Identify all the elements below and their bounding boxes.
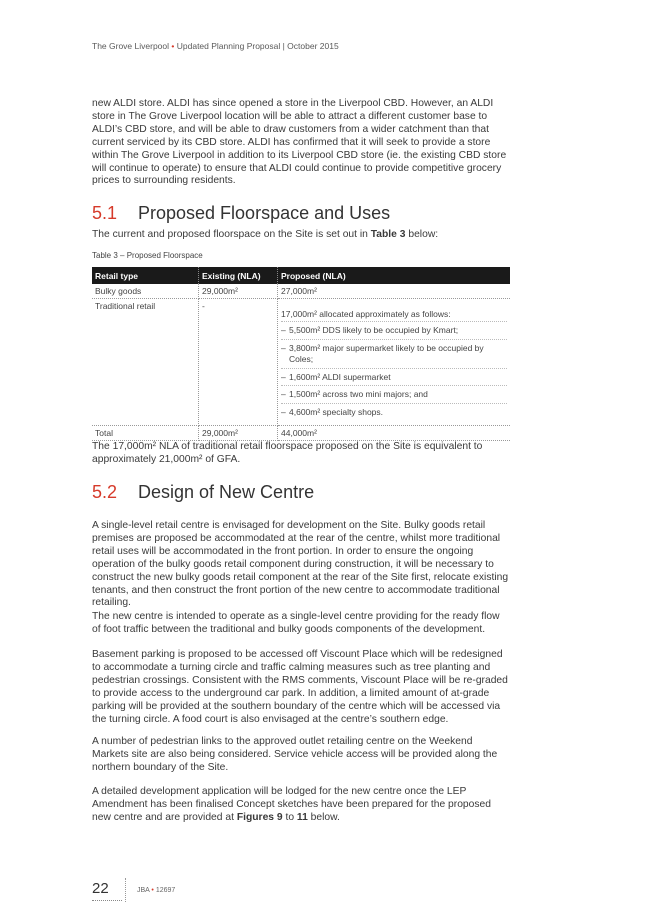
column-header: Retail type: [92, 267, 199, 284]
body-paragraph: [92, 786, 510, 825]
header-doc-title: The Grove Liverpool: [92, 41, 170, 51]
header-separator: •: [171, 41, 175, 51]
table-caption: Table 3 – Proposed Floorspace: [92, 251, 203, 260]
floorspace-table: [92, 267, 510, 441]
section-title: Design of New Centre: [138, 482, 315, 502]
body-paragraph: Basement parking is proposed to be accessed off Viscount Place which will be redesigned to accommodate a turning circle and traffic calming measures such as tree planting and pedestrian crossings. Consistent with the RMS comments, Viscount Place will be re-graded to provide access to the underground car park. In addition, a limited amount of at-grade parking will be provided at the southern boundary of the centre which will be accessed via the turning circle. A food court is also envisaged at the centre’s southern edge.: [92, 649, 508, 725]
section-title: Proposed Floorspace and Uses: [138, 203, 391, 223]
running-header: [92, 41, 339, 51]
section-heading-5-1: [92, 203, 390, 224]
section-number: 5.2: [92, 482, 118, 502]
allocation-intro: 17,000m² allocated approximately as follows:: [281, 309, 507, 322]
body-paragraph: A single-level retail centre is envisaged for development on the Site. Bulky goods retail premises are proposed be accommodated at the rear of the centre, whilst more traditional retail uses will be accommodated in the front portion. In order to ensure the ongoing operation of the bulky goods retail component during construction, it will be necessary to construct the new bulky goods retail component at the rear of the Site first, relocate existing tenants, and then construct the front portion of the new centre to accommodate traditional retailing.: [92, 520, 509, 609]
footer-company: JBA: [137, 887, 150, 894]
footer-separator: •: [151, 887, 154, 894]
table-row: [92, 299, 510, 426]
list-item: – 1,600m² ALDI supermarket: [281, 372, 507, 387]
table-cell: 44,000m²: [278, 426, 511, 441]
list-item: – 3,800m² major supermarket likely to be occupied by Coles;: [281, 343, 507, 369]
table-cell: 29,000m²: [199, 284, 278, 299]
list-item: – 4,600m² specialty shops.: [281, 407, 507, 421]
table-row: [92, 284, 510, 299]
table-cell: [278, 299, 511, 426]
header-doc-subtitle: Updated Planning Proposal | October 2015: [176, 41, 339, 51]
figure-reference: 11: [296, 811, 308, 823]
column-header: Existing (NLA): [199, 267, 278, 284]
table-cell: 27,000m²: [278, 284, 511, 299]
footer-job-number: 12697: [155, 887, 176, 894]
table-header-row: [92, 267, 510, 284]
body-paragraph: A number of pedestrian links to the approved outlet retailing centre on the Weekend Markets site are also being considered. Service vehicle access will be provided along the northern boundary of the Site.: [92, 736, 498, 773]
footer-rule: [92, 900, 122, 901]
lead-text-end: below:: [405, 229, 439, 240]
table-cell: Total: [92, 426, 199, 441]
list-item: – 1,500m² across two mini majors; and: [281, 389, 507, 404]
page-number: 22: [92, 880, 109, 897]
table-cell: Bulky goods: [92, 284, 199, 299]
table-cell: 29,000m²: [199, 426, 278, 441]
section-number: 5.1: [92, 203, 118, 223]
table-reference: Table 3: [370, 229, 406, 240]
intro-paragraph: new ALDI store. ALDI has since opened a store in the Liverpool CBD. However, an ALDI store in The Grove Liverpool location will be able to attract a different customer base to ALDI’s CBD store, and will be able to draw customers from a wider catchment than that current serviced by its CBD store. ALDI has confirmed that it will seek to provide a store within The Grove Liverpool in addition to its Liverpool CBD store (ie. the existing CBD store will continue to operate) to ensure that ALDI could continue to provide competitive grocery prices to surrounding residents.: [92, 98, 507, 187]
footer-divider: [125, 878, 126, 902]
para-text: to: [282, 811, 297, 823]
table-cell: -: [199, 299, 278, 426]
footer-reference: [137, 887, 175, 894]
table-total-row: [92, 426, 510, 441]
body-paragraph: The new centre is intended to operate as a single-level centre providing for the ready flow of foot traffic between the traditional and bulky goods components of the development.: [92, 611, 500, 635]
section-lead: [92, 229, 510, 242]
figure-reference: Figures 9: [236, 811, 283, 823]
section-heading-5-2: [92, 482, 314, 503]
para-text: below.: [307, 811, 340, 823]
allocation-list: [281, 325, 507, 420]
column-header: Proposed (NLA): [278, 267, 511, 284]
after-table-paragraph: The 17,000m² NLA of traditional retail floorspace proposed on the Site is equivalent to approximately 21,000m² of GFA.: [92, 441, 483, 465]
lead-text: The current and proposed floorspace on the Site is set out in: [92, 229, 371, 240]
table-cell: Traditional retail: [92, 299, 199, 426]
list-item: – 5,500m² DDS likely to be occupied by Kmart;: [281, 325, 507, 340]
para-text: A detailed development application will be lodged for the new centre once the LEP Amendment has been finalised Concept sketches have been prepared for the proposed new centre and are provided at: [92, 786, 491, 823]
